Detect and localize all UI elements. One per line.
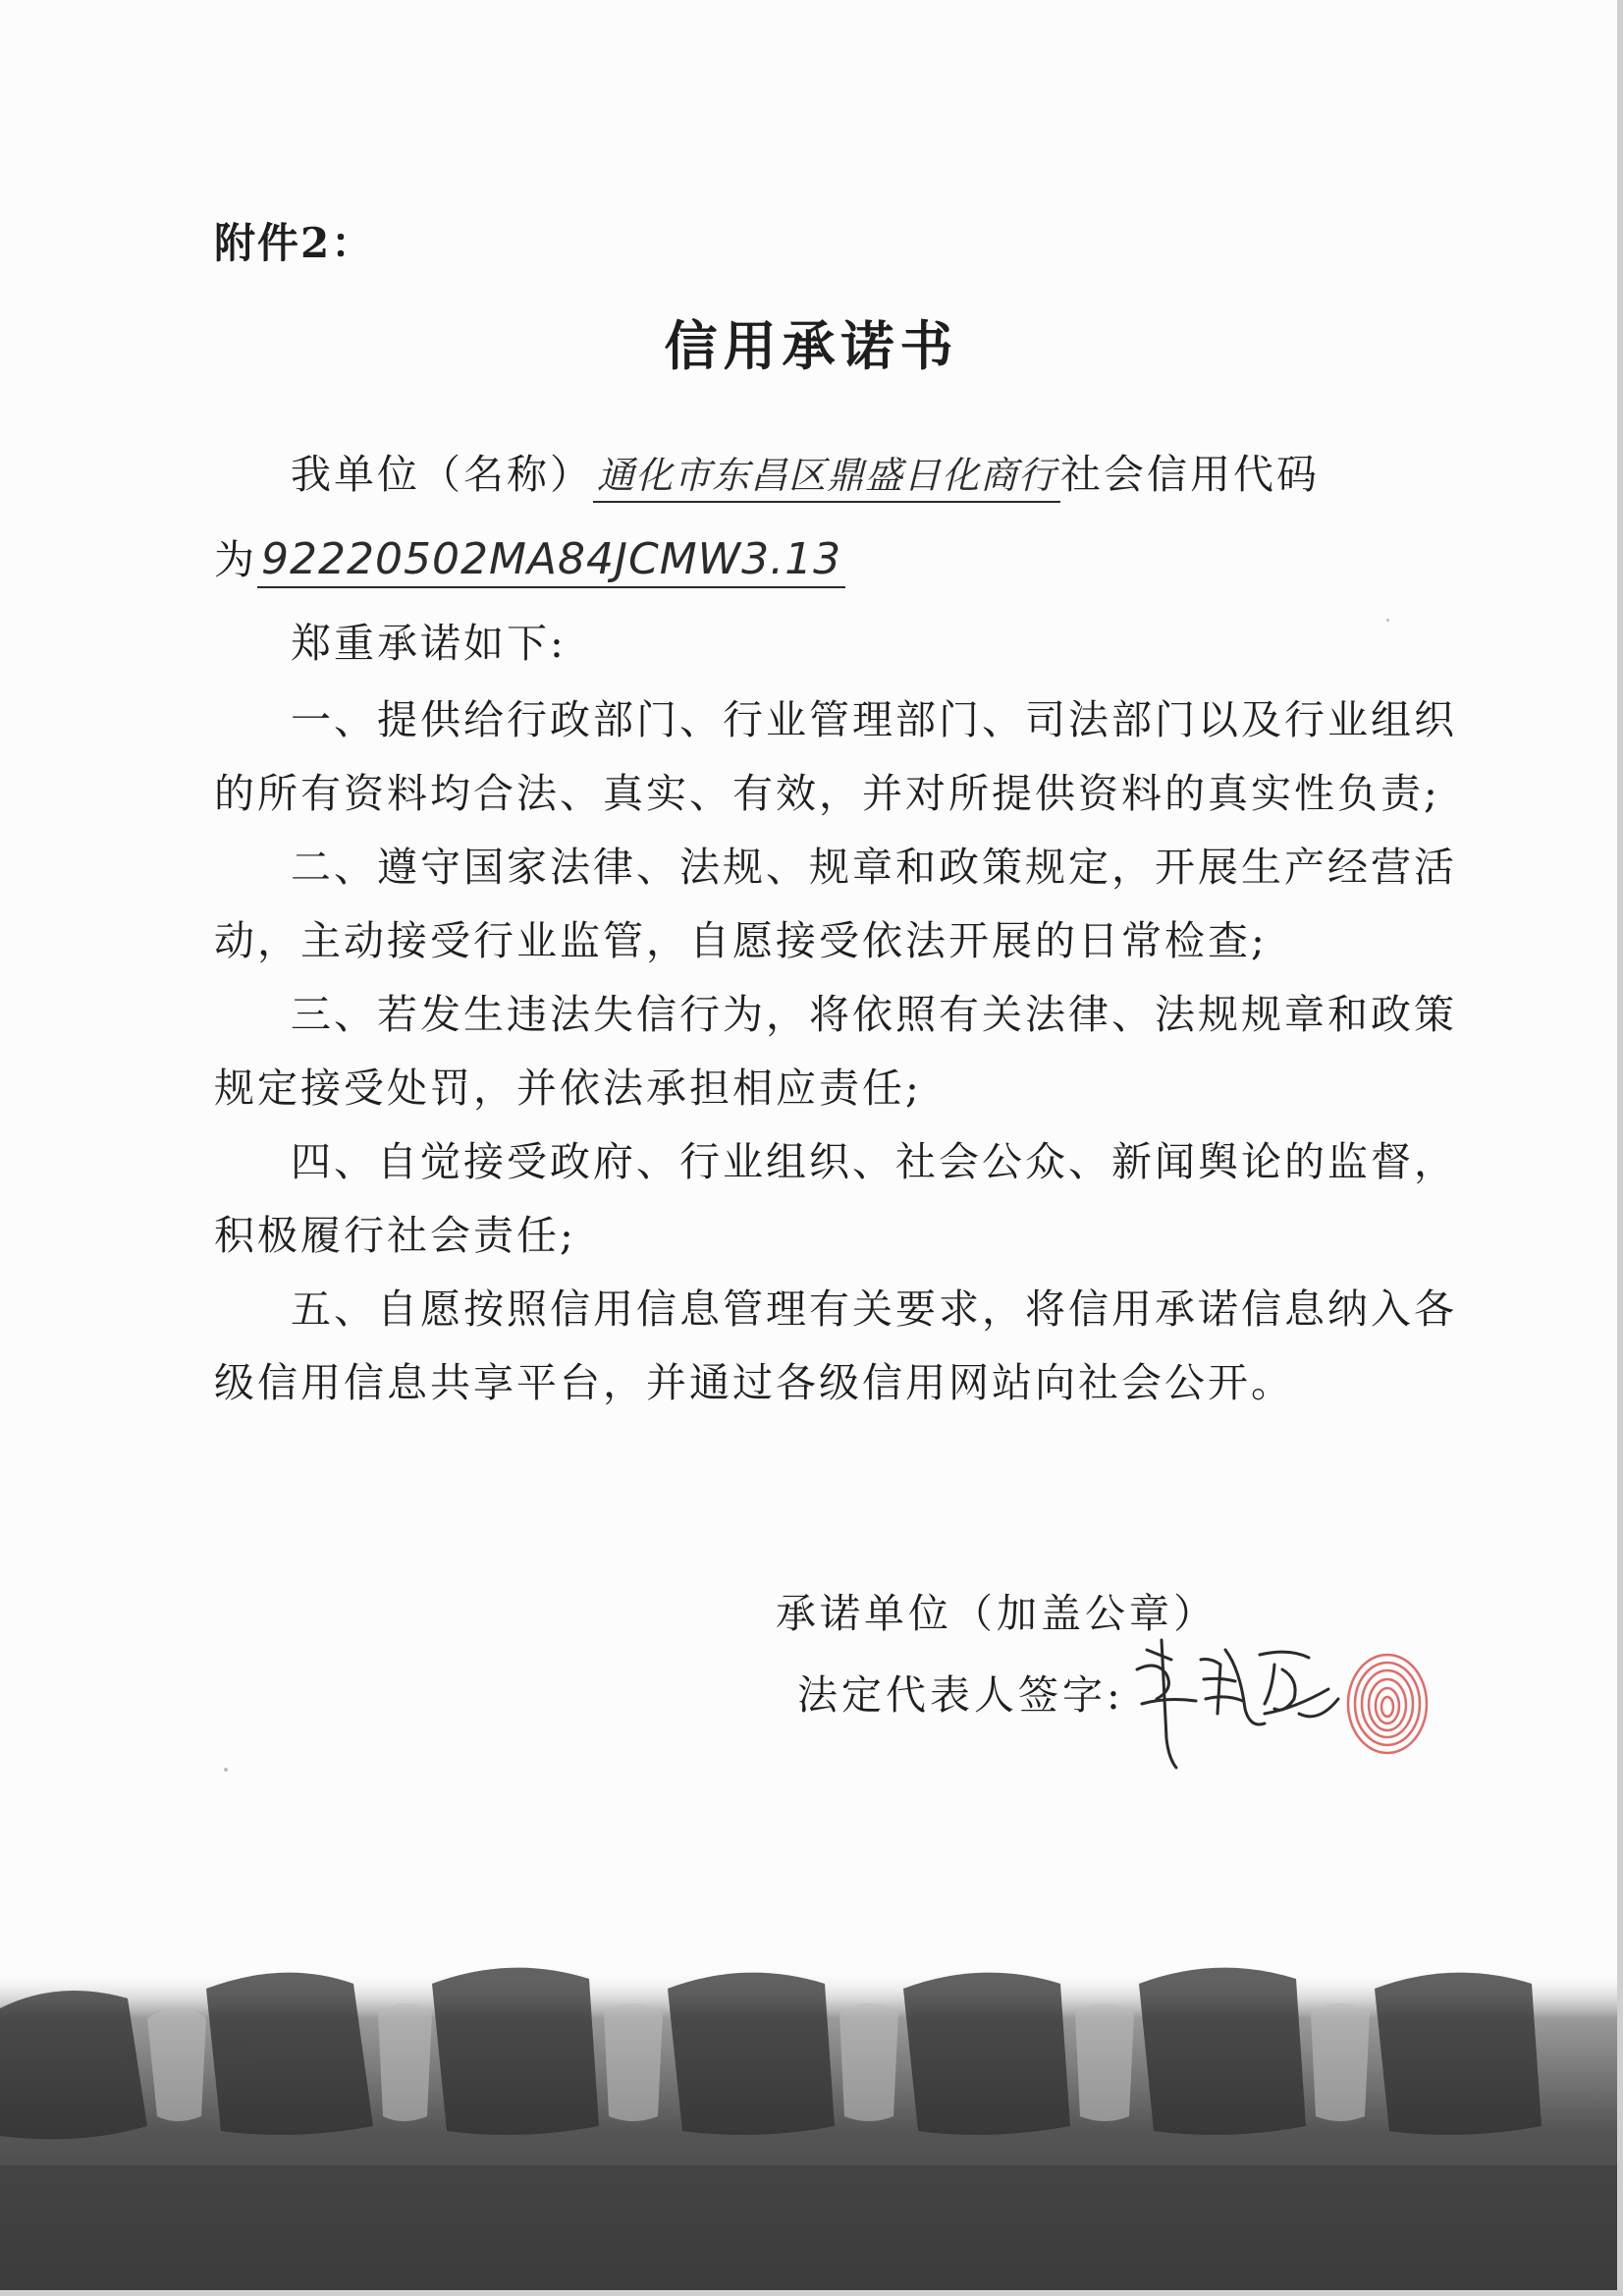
unit-name-handwritten: 通化市东昌区鼎盛日化商行 xyxy=(593,445,1060,503)
intro-line2-prefix: 为 xyxy=(214,536,257,583)
scanner-artifact-band xyxy=(0,1930,1623,2296)
document-title: 信用承诺书 xyxy=(664,314,959,377)
commitment-4-line-1: 四、自觉接受政府、行业组织、社会公众、新闻舆论的监督， xyxy=(291,1138,1457,1185)
scan-edge-bottom xyxy=(0,2290,1623,2296)
unit-seal-label: 承诺单位（加盖公章） xyxy=(776,1590,1217,1637)
scan-edge-right xyxy=(1617,0,1623,2296)
commitment-3-line-1: 三、若发生违法失信行为，将依照有关法律、法规规章和政策 xyxy=(291,991,1457,1038)
intro-suffix: 社会信用代码 xyxy=(1060,451,1321,498)
fingerprint-drawing xyxy=(1343,1650,1432,1758)
intro-line-2 xyxy=(214,527,845,588)
commitment-4-line-2: 积极履行社会责任; xyxy=(214,1212,576,1259)
attachment-label: 附件2： xyxy=(214,219,375,267)
scan-speck xyxy=(1386,619,1389,622)
commitment-1-line-1: 一、提供给行政部门、行业管理部门、司法部门以及行业组织 xyxy=(291,696,1457,743)
commitment-2-line-1: 二、遵守国家法律、法规、规章和政策规定，开展生产经营活 xyxy=(291,844,1457,891)
commitment-5-line-2: 级信用信息共享平台，并通过各级信用网站向社会公开。 xyxy=(214,1359,1294,1406)
commitment-3-line-2: 规定接受处罚，并依法承担相应责任; xyxy=(214,1065,922,1112)
credit-code-handwritten: 92220502MA84JCMW3.13 xyxy=(257,534,845,588)
pledge-intro: 郑重承诺如下: xyxy=(291,620,567,667)
fingerprint-mark xyxy=(1343,1650,1432,1758)
commitment-5-line-1: 五、自愿按照信用信息管理有关要求，将信用承诺信息纳入各 xyxy=(291,1285,1457,1333)
signature-drawing xyxy=(1127,1630,1363,1787)
scanner-band-drawing xyxy=(0,1930,1623,2296)
intro-line-1 xyxy=(291,442,1320,503)
commitment-1-line-2: 的所有资料均合法、真实、有效，并对所提供资料的真实性负责; xyxy=(214,770,1440,817)
legal-rep-label: 法定代表人签字: xyxy=(797,1671,1124,1719)
intro-prefix: 我单位（名称） xyxy=(291,451,593,498)
legal-rep-signature xyxy=(1127,1630,1363,1787)
commitment-2-line-2: 动，主动接受行业监管，自愿接受依法开展的日常检查; xyxy=(214,917,1268,964)
scan-speck xyxy=(224,1768,228,1772)
